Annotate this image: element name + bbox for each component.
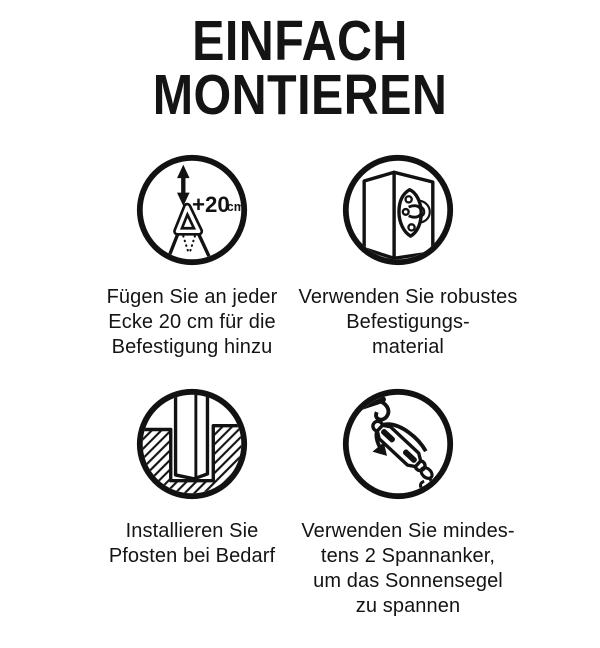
eye-center (403, 209, 409, 215)
wall-bracket-icon (340, 152, 456, 268)
caption-line: um das Sonnensegel (313, 570, 503, 593)
wall-left-face (364, 173, 394, 259)
turnbuckle-icon (340, 386, 456, 502)
title-line-1: EINFACH (192, 9, 408, 73)
step-corner-allowance (84, 152, 300, 360)
caption-line: tens 2 Spannanker, (320, 545, 496, 568)
double-arrow (177, 165, 190, 207)
caption-line: Befestigungs- (346, 311, 470, 334)
screw-hole-bottom (408, 225, 414, 231)
corner-measurement-icon (134, 152, 250, 268)
measure-unit: cm (226, 200, 245, 215)
page-title (45, 9, 555, 128)
caption-line: material (372, 336, 444, 359)
step-caption (301, 519, 514, 619)
screw-hole-top (406, 197, 412, 203)
caption-line: Pfosten bei Bedarf (108, 545, 276, 568)
step-turnbuckles (300, 386, 516, 619)
step-install-posts (84, 386, 300, 619)
caption-line: zu spannen (355, 595, 461, 618)
caption-line: Befestigung hinzu (111, 336, 273, 359)
caption-line: Fügen Sie an jeder (106, 286, 278, 309)
post (176, 386, 208, 479)
chain-link (419, 466, 434, 481)
caption-line: Ecke 20 cm für die (108, 311, 276, 334)
caption-line: Installieren Sie (125, 520, 259, 543)
step-robust-hardware (300, 152, 516, 360)
ground-post-icon (134, 386, 250, 502)
step-caption (109, 519, 275, 569)
title-line-2: MONTIEREN (152, 63, 448, 128)
steps-grid (84, 152, 516, 619)
caption-line: Verwenden Sie mindes- (301, 520, 515, 543)
step-caption (299, 285, 518, 360)
caption-line: Verwenden Sie robustes (298, 286, 518, 309)
step-caption (107, 285, 278, 360)
montage-infographic (0, 9, 600, 648)
measure-value: +20 (192, 192, 230, 218)
